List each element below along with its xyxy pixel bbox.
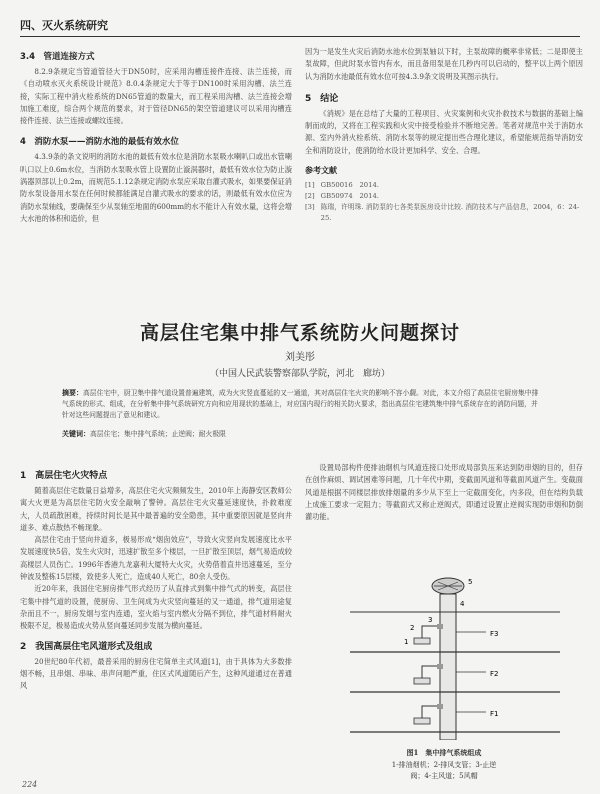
callout-number: 4 (460, 600, 465, 608)
wind-cap-icon (432, 578, 464, 594)
figure-legend: 1-排油烟机；2-排风支管；3-止逆 (391, 761, 497, 769)
reference-item (305, 191, 583, 202)
right-upper-column (305, 46, 583, 224)
section-2-continuation: 设置局部构件使排油烟机与风道连接口处形成局部负压来达到防串烟的目的，但存在创作麻烦、调试困难等问题，几十年代中期，变截面风道和等截面风道产生。变截面风道是根据不同楼层排放排烟量的多少从下至上一定截面变化，内多段，但在结构负载上成施工要求一定阻力；等截面式又称止逆阀式，即通过设置止逆阀实现防串烟和防倒灌功能。 (305, 463, 583, 522)
section-4-continuation: 因为一是发生火灾后消防水池水位到泵轴以下时，主泵故障的概率非常低；二是即使主泵故障，但此时泵水管内有水，而且备用泵是在几秒内可以启动的，整平以上两个原因认为消防水池最低有效水位可按4.3.9条文说明及其图示执行。 (305, 47, 583, 81)
section-3-4-body: 8.2.9条规定当管道管径大于DN50时，应采用沟槽连接件连接、法兰连接，而《自动喷水灭火系统设计规范》8.0.4条规定大于等于DN100时采用沟槽、法兰连接，实际工程中消火栓系统的DN65管道的数量大，而工程采用沟槽、法兰连接会增加施工难度，综合两个规范的要求，对于管径DN65的架空管道建议可以采用沟槽连接件连接、法兰连接或螺纹连接。 (20, 67, 292, 126)
section-5-body: 《消规》是在总结了大量的工程项目、火灾案例和火灾扑救技术与数据的基础上编制而成的，又将在工程实践和火灾中接受检验并不断地完善。笔者对规范中关于消防水源、室内外消火栓系统、消防水泵等的规定提出些合理化建议，希望能规范指导消防安全和消防设计，使消防给水设计更加科学、安全、合理。 (305, 108, 583, 155)
reference-text: 陈瑞，许明珠. 消防泵的七各类泵医房设计比较. 消防技术与产品信息，2004，6：24-25. (320, 203, 580, 223)
section-3-4-heading: 3.4 管道连接方式 (20, 52, 95, 62)
abstract-text: 高层住宅中，厨卫集中排气道设置普遍建筑，成为火灾竖直蔓延的又一通道，其对高层住宅火灾的影响不容小觑。对此，本文介绍了高层住宅厨房集中排气系统的形式、组成，在分析集中排气系统研究方向和应用现状的基础上，对应国内现行的相关防火要求，指出高层住宅建筑集中排气系统存在的消防问题，并针对这些问题提出了意见和建议。 (62, 389, 539, 419)
left-lower-column (20, 468, 292, 692)
figure-caption: 图1 集中排气系统组成 (406, 748, 482, 757)
keywords-block (62, 428, 542, 439)
keywords-text: 高层住宅；集中排气系统；止逆阀；耐火极限 (90, 430, 226, 438)
abstract-block (62, 388, 542, 421)
figure-legend: 阀；4-主风道；5风帽 (410, 772, 478, 780)
check-valve-icon (437, 624, 443, 629)
section-header-title: 四、灭火系统研究 (20, 19, 108, 32)
callout-number: 3 (428, 616, 433, 624)
section-1-heading: 1 高层住宅火灾特点 (20, 471, 108, 481)
right-lower-column (305, 462, 583, 523)
article-author: 刘美彤 (285, 352, 315, 363)
reference-item (305, 202, 583, 224)
reference-number: [1] (305, 181, 315, 190)
section-5-heading: 5 结论 (305, 93, 339, 104)
check-valve-icon (437, 704, 443, 709)
range-hood-icon (414, 678, 430, 684)
section-1-paragraph: 随着高层住宅数量日益增多，高层住宅火灾频频发生，2010年上海静安区教师公寓大火更是为高层住宅防火安全敲响了警钟。高层住宅火灾蔓延速度快，扑救难度大，人员疏散困难，持续时间长是其中最普遍的安全隐患，其中重要原因就是竖向井道多、难点散热不畅现象。 (20, 486, 292, 532)
article-affiliation: （中国人民武装警察部队学院，河北 廊坊） (209, 369, 390, 379)
reference-text: GB50974 2014. (320, 192, 379, 201)
page-header (20, 14, 580, 37)
reference-item (305, 180, 583, 191)
range-hood-icon (414, 718, 430, 724)
left-upper-column (20, 50, 292, 225)
check-valve-icon (437, 664, 443, 669)
references-heading: 参考文献 (305, 166, 337, 176)
floor-branch-assembly (414, 704, 443, 724)
floor-branch-assembly (414, 624, 443, 644)
reference-number: [3] (305, 203, 315, 212)
floor-branch-assembly (414, 664, 443, 684)
abstract-label: 摘要： (62, 389, 83, 397)
section-1-paragraph: 近20年来，我国住宅厨房排气形式经历了从直排式到集中排气式的转变，高层住宅集中排气道的设置，使厨房、卫生间成为火灾竖向蔓延的又一通道，排气道用途复杂而且不一，厨房发烟与室内连通，室火焰与室内燃火分隔不到位，排气道材料耐火极限不足，极易造成火势从竖向蔓延同步发展为横向蔓延。 (20, 584, 292, 631)
range-hood-icon (414, 638, 430, 644)
section-4-heading: 4 消防水泵——消防水池的最低有效水位 (20, 137, 179, 148)
section-4-body: 4.3.9条的条文说明的消防水池的最低有效水位是消防水泵吸水喇叭口或出水管喇叭口以上0.6m水位，当消防水泵吸水管上设置防止漩涡器时，最低有效水位为防止漩涡器顶部以上0.2m，而规范5.1.12条规定消防水泵应采取自灌式吸水，如果要保证消防水泵设备用水泵在任何时候都能满足自灌式吸水的要求的话，则最低有效水位应为消防水泵轴线，要确保至少从泵轴至地面的600mm的水不能计入有效水量，这将会增大水池的体积和造价，但 (20, 152, 292, 223)
floor-label: F3 (490, 630, 499, 638)
section-2-heading: 2 我国高层住宅风道形式及组成 (20, 641, 153, 652)
floor-label: F2 (490, 670, 499, 678)
callout-number: 1 (404, 638, 409, 646)
keywords-label: 关键词： (62, 430, 90, 438)
exhaust-system-diagram (330, 572, 570, 740)
page-number: 224 (22, 780, 38, 789)
callout-number: 5 (468, 578, 473, 586)
section-1-paragraph: 高层住宅由于竖向井道多，极易形成“烟囱效应”，导致火灾竖向发展速度比水平发展速度快5倍，发生火灾时，迅速扩散至多个楼层，一旦扩散至顶层，烟气易造成较高楼层人员伤亡。1996年香港九龙嘉利大厦特大火灾，火势借着直井迅速蔓延，至分钟波及整栋15层楼，致使多人死亡，造成40人死亡，80余人受伤。 (20, 535, 292, 582)
section-2-paragraph: 20世纪80年代初，最普采用的厨房住宅简单主式风道[1]，由于具体为大多数排烟不畅，且串烟、串味、串声问题严重，住区式风道随后产生，这种风道通过在普通风 (20, 656, 292, 691)
callout-number: 2 (410, 624, 415, 632)
reference-number: [2] (305, 192, 315, 201)
references-list (305, 180, 583, 224)
floor-label: F1 (490, 710, 499, 718)
article-title: 高层住宅集中排气系统防火问题探讨 (139, 322, 460, 344)
reference-text: GB50016 2014. (320, 181, 379, 190)
